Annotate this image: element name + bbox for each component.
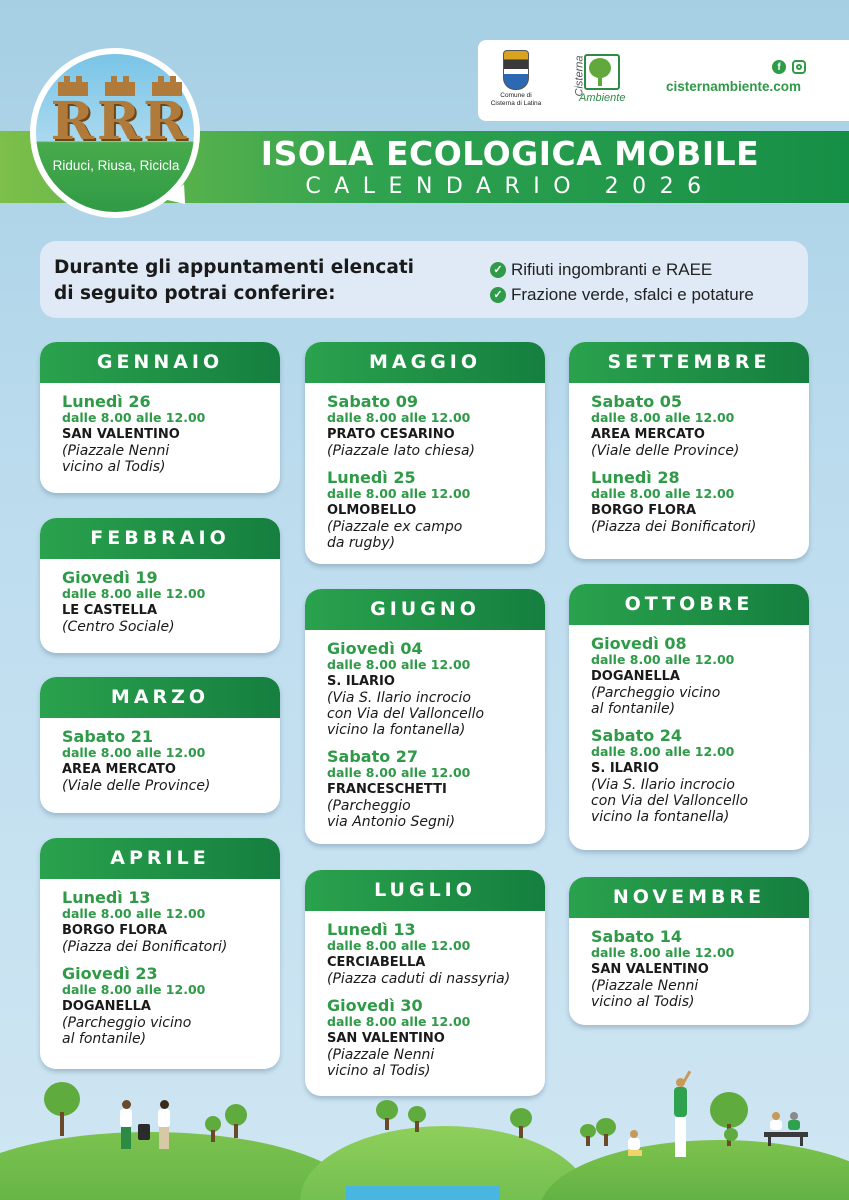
person-figure: [118, 1100, 134, 1150]
website-link[interactable]: cisternambiente.com: [666, 79, 802, 94]
tree-icon: [408, 1106, 426, 1132]
person-figure: [670, 1074, 690, 1160]
month-card-gennaio: [40, 342, 280, 493]
month-card-febbraio: [40, 518, 280, 653]
appointment-day: Sabato 27: [327, 747, 419, 766]
appointment-location-line: (Piazza caduti di nassyria): [327, 971, 511, 987]
tree-icon: [510, 1108, 532, 1138]
appointment-place: S. ILARIO: [327, 674, 395, 689]
appointment-day: Giovedì 08: [591, 634, 687, 653]
appointment-place: LE CASTELLA: [62, 603, 158, 618]
month-title: MAGGIO: [305, 342, 545, 383]
water-stream: [346, 1186, 500, 1200]
person-figure: [770, 1112, 782, 1130]
month-card-settembre: [569, 342, 809, 559]
appointment-time: dalle 8.00 alle 12.00: [591, 652, 735, 667]
bench-icon: [764, 1128, 808, 1146]
month-title: OTTOBRE: [569, 584, 809, 625]
appointment-time: dalle 8.00 alle 12.00: [591, 744, 735, 759]
month-appointments: [569, 383, 809, 543]
appointment-location-line: con Via del Valloncello: [591, 793, 749, 809]
appointment-location-line: vicino la fontanella): [591, 809, 730, 825]
tree-icon: [596, 1118, 616, 1146]
tree-icon: [44, 1082, 80, 1138]
appointment-day: Lunedì 26: [62, 392, 151, 411]
appointment-time: dalle 8.00 alle 12.00: [62, 982, 206, 997]
tree-icon: [589, 58, 611, 78]
appointment-time: dalle 8.00 alle 12.00: [591, 486, 735, 501]
appointment-place: S. ILARIO: [591, 761, 659, 776]
month-appointments: [305, 383, 545, 559]
tree-icon: [376, 1100, 398, 1130]
month-appointments: [305, 911, 545, 1087]
month-card-aprile: [40, 838, 280, 1069]
logo-tagline: Riduci, Riusa, Ricicla: [52, 158, 180, 173]
intro-box: [40, 241, 808, 318]
appointment-location-line: (Viale delle Province): [591, 443, 740, 459]
appointment-location-line: (Piazzale Nenni: [591, 978, 699, 994]
month-title: APRILE: [40, 838, 280, 879]
intro-list-item: [490, 282, 754, 307]
cisterna-ambiente-logo: [565, 52, 626, 104]
appointment-place: PRATO CESARINO: [327, 427, 455, 442]
appointment-day: Sabato 05: [591, 392, 683, 411]
intro-item-label: Rifiuti ingombranti e RAEE: [511, 259, 713, 279]
month-card-maggio: [305, 342, 545, 564]
appointment-day: Giovedì 04: [327, 639, 423, 658]
appointment-place: SAN VALENTINO: [591, 962, 709, 977]
appointment-time: dalle 8.00 alle 12.00: [62, 906, 206, 921]
appointment-day: Sabato 14: [591, 927, 683, 946]
appointment-day: Giovedì 30: [327, 996, 423, 1015]
appointment-place: BORGO FLORA: [591, 503, 697, 518]
appointment-place: FRANCESCHETTI: [327, 782, 447, 797]
appointment-location-line: con Via del Valloncello: [327, 706, 485, 722]
month-appointments: [569, 918, 809, 1018]
appointment-time: dalle 8.00 alle 12.00: [327, 486, 471, 501]
appointment-day: Giovedì 19: [62, 568, 158, 587]
appointment-location-line: (Centro Sociale): [62, 619, 175, 635]
appointment-place: OLMOBELLO: [327, 503, 417, 518]
tree-icon: [580, 1124, 596, 1146]
intro-line-2: di seguito potrai conferire:: [54, 283, 336, 304]
partner-vertical-word: Cisterna: [573, 55, 586, 97]
appointment: [591, 393, 799, 459]
social-icons: [772, 60, 806, 74]
page-subtitle: CALENDARIO 2026: [305, 174, 715, 199]
appointment: [62, 569, 270, 635]
appointment-location-line: (Piazzale ex campo: [327, 519, 463, 535]
appointment: [327, 640, 535, 738]
appointment-day: Lunedì 13: [327, 920, 416, 939]
appointment-time: dalle 8.00 alle 12.00: [591, 945, 735, 960]
month-title: FEBBRAIO: [40, 518, 280, 559]
appointment-day: Lunedì 25: [327, 468, 416, 487]
appointment-location-line: al fontanile): [591, 701, 676, 717]
appointment-location-line: vicino la fontanella): [327, 722, 466, 738]
appointment: [62, 889, 270, 955]
appointment-time: dalle 8.00 alle 12.00: [327, 410, 471, 425]
appointment: [327, 997, 535, 1079]
appointment-location-line: vicino al Todis): [327, 1063, 431, 1079]
appointment-location-line: (Via S. Ilario incrocio: [327, 690, 471, 706]
month-title: GENNAIO: [40, 342, 280, 383]
appointment-day: Lunedì 13: [62, 888, 151, 907]
instagram-icon[interactable]: [792, 60, 806, 74]
month-card-novembre: [569, 877, 809, 1025]
appointment-time: dalle 8.00 alle 12.00: [62, 586, 206, 601]
tree-icon: [225, 1104, 247, 1138]
appointment: [62, 728, 270, 794]
logo-letters: RRR: [50, 91, 190, 152]
appointment: [62, 393, 270, 475]
appointment-time: dalle 8.00 alle 12.00: [591, 410, 735, 425]
waste-bin-icon: [138, 1124, 150, 1140]
appointment-location-line: vicino al Todis): [62, 459, 166, 475]
month-appointments: [40, 879, 280, 1055]
appointment-day: Giovedì 23: [62, 964, 158, 983]
facebook-icon[interactable]: f: [772, 60, 786, 74]
month-card-luglio: [305, 870, 545, 1096]
appointment-location-line: (Piazzale lato chiesa): [327, 443, 475, 459]
appointment-location-line: via Antonio Segni): [327, 814, 456, 830]
month-card-marzo: [40, 677, 280, 813]
municipality-crest-icon: [503, 50, 529, 90]
appointment: [591, 469, 799, 535]
appointment-place: BORGO FLORA: [62, 923, 168, 938]
page-title: ISOLA ECOLOGICA MOBILE: [260, 134, 760, 173]
appointment: [327, 748, 535, 830]
appointment-time: dalle 8.00 alle 12.00: [62, 410, 206, 425]
appointment-place: DOGANELLA: [62, 999, 151, 1014]
intro-list: [490, 257, 754, 307]
appointment: [62, 965, 270, 1047]
appointment-location-line: (Piazza dei Bonificatori): [62, 939, 228, 955]
month-title: LUGLIO: [305, 870, 545, 911]
appointment: [327, 921, 535, 987]
month-appointments: [40, 383, 280, 483]
check-circle-icon: ✓: [490, 262, 506, 278]
appointment: [591, 727, 799, 825]
appointment: [591, 635, 799, 717]
month-title: MARZO: [40, 677, 280, 718]
appointment-place: AREA MERCATO: [591, 427, 705, 442]
appointment-location-line: (Piazza dei Bonificatori): [591, 519, 757, 535]
month-card-giugno: [305, 589, 545, 844]
intro-list-item: [490, 257, 754, 282]
appointment-time: dalle 8.00 alle 12.00: [62, 745, 206, 760]
appointment-day: Lunedì 28: [591, 468, 680, 487]
appointment-day: Sabato 24: [591, 726, 683, 745]
appointment-location-line: (Parcheggio vicino: [62, 1015, 192, 1031]
month-appointments: [40, 559, 280, 643]
appointment-location-line: (Piazzale Nenni: [327, 1047, 435, 1063]
appointment-place: SAN VALENTINO: [62, 427, 180, 442]
month-title: GIUGNO: [305, 589, 545, 630]
intro-text: [54, 255, 484, 307]
month-card-ottobre: [569, 584, 809, 850]
month-appointments: [40, 718, 280, 802]
appointment-location-line: da rugby): [327, 535, 396, 551]
month-title: SETTEMBRE: [569, 342, 809, 383]
month-appointments: [305, 630, 545, 838]
tree-icon: [724, 1128, 738, 1148]
person-figure: [626, 1130, 642, 1158]
month-appointments: [569, 625, 809, 833]
appointment-day: Sabato 21: [62, 727, 154, 746]
person-figure: [788, 1112, 800, 1130]
appointment: [591, 928, 799, 1010]
check-circle-icon: ✓: [490, 287, 506, 303]
appointment-location-line: (Viale delle Province): [62, 778, 211, 794]
appointment-location-line: vicino al Todis): [591, 994, 695, 1010]
appointment: [327, 393, 535, 459]
appointment-time: dalle 8.00 alle 12.00: [327, 657, 471, 672]
appointment-time: dalle 8.00 alle 12.00: [327, 1014, 471, 1029]
appointment: [327, 469, 535, 551]
appointment-location-line: al fontanile): [62, 1031, 147, 1047]
appointment-place: SAN VALENTINO: [327, 1031, 445, 1046]
appointment-time: dalle 8.00 alle 12.00: [327, 938, 471, 953]
appointment-location-line: (Via S. Ilario incrocio: [591, 777, 735, 793]
intro-line-1: Durante gli appuntamenti elencati: [54, 257, 415, 278]
person-figure: [156, 1100, 172, 1150]
appointment-place: DOGANELLA: [591, 669, 680, 684]
appointment-time: dalle 8.00 alle 12.00: [327, 765, 471, 780]
month-title: NOVEMBRE: [569, 877, 809, 918]
appointment-location-line: (Piazzale Nenni: [62, 443, 170, 459]
tree-icon: [205, 1116, 221, 1142]
municipality-caption: Comune di Cisterna di Latina: [490, 92, 542, 107]
appointment-place: AREA MERCATO: [62, 762, 176, 777]
partner-word: Ambiente: [579, 92, 626, 104]
intro-item-label: Frazione verde, sfalci e potature: [511, 284, 754, 304]
appointment-place: CERCIABELLA: [327, 955, 426, 970]
appointment-day: Sabato 09: [327, 392, 419, 411]
appointment-location-line: (Parcheggio: [327, 798, 411, 814]
hill: [540, 1140, 849, 1200]
appointment-location-line: (Parcheggio vicino: [591, 685, 721, 701]
